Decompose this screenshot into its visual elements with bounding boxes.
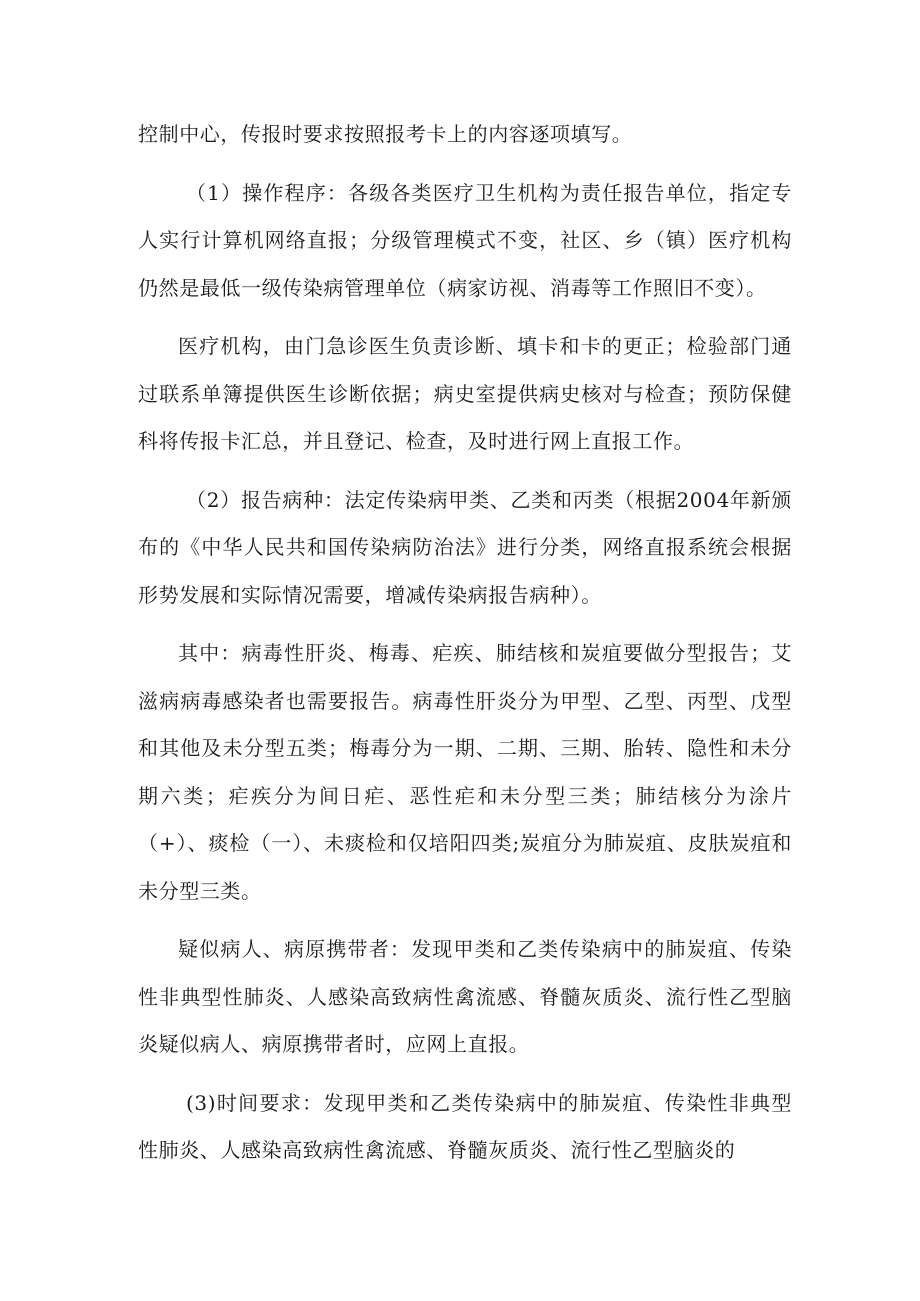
paragraph-suspected-cases: 疑似病人、病原携带者：发现甲类和乙类传染病中的肺炭疽、传染性非典型性肺炎、人感染高致病性禽流感、脊髓灰质炎、流行性乙型脑炎疑似病人、病原携带者时，应网上直报。 [138, 937, 792, 1056]
paragraph-medical-institutions: 医疗机构，由门急诊医生负责诊断、填卡和卡的更正；检验部门通过联系单簿提供医生诊断依据；病史室提供病史核对与检查；预防保健科将传报卡汇总，并且登记、检查，及时进行网上直报工作。 [138, 334, 792, 453]
paragraph-operating-procedure: （1）操作程序：各级各类医疗卫生机构为责任报告单位，指定专人实行计算机网络直报；分级管理模式不变，社区、乡（镇）医疗机构仍然是最低一级传染病管理单位（病家访视、消毒等工作照旧不变）。 [138, 180, 792, 300]
paragraph-reported-diseases: （2）报告病种：法定传染病甲类、乙类和丙类（根据2004年新颁布的《中华人民共和国传染病防治法》进行分类，网络直报系统会根据形势发展和实际情况需要，增减传染病报告病种）。 [138, 487, 792, 607]
paragraph-control-center: 控制中心，传报时要求按照报考卡上的内容逐项填写。 [138, 122, 633, 146]
paragraph-time-requirement: (3)时间要求：发现甲类和乙类传染病中的肺炭疽、传染性非典型性肺炎、人感染高致病性禽流感、脊髓灰质炎、流行性乙型脑炎的 [138, 1090, 792, 1162]
paragraph-subtype-reporting: 其中：病毒性肝炎、梅毒、疟疾、肺结核和炭疽要做分型报告；艾滋病病毒感染者也需要报告。病毒性肝炎分为甲型、乙型、丙型、戊型和其他及未分型五类；梅毒分为一期、二期、三期、胎转、隐性和未分期六类；疟疾分为间日疟、恶性疟和未分型三类；肺结核分为涂片（+）、痰检（一）、未痰检和仅培阳四类;炭疽分为肺炭疽、皮肤炭疽和未分型三类。 [138, 641, 792, 903]
